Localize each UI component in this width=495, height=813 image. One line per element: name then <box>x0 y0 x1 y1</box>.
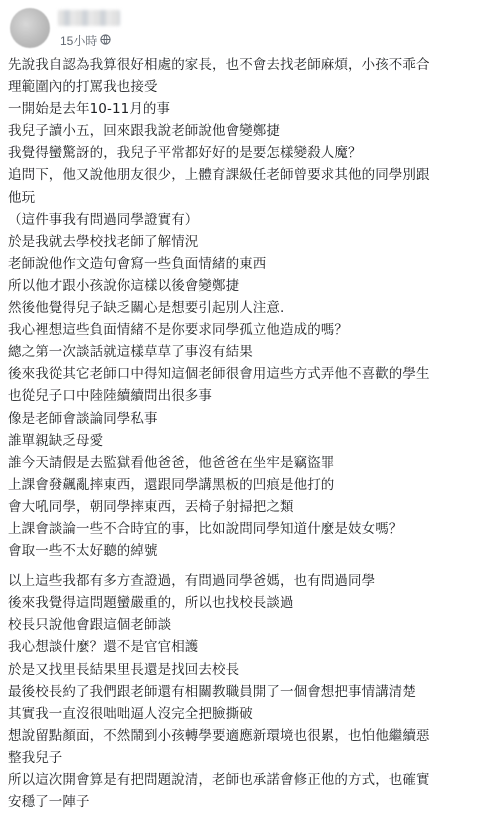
post-text-line: 先說我自認為我算很好相處的家長，也不會去找老師麻煩，小孩不乖合 <box>8 57 430 73</box>
post-text-line: 誰今天請假是去監獄看他爸爸，他爸爸在坐牢是竊盜罪 <box>8 454 335 471</box>
post-text-line: 最後校長約了我們跟老師還有相關教職員開了一個會想把事情講清楚 <box>8 683 416 700</box>
post-paragraph-1 <box>8 54 492 562</box>
post-text-line: 追問下，他又說他朋友很少，上體育課級任老師曾要求其他的同學別跟 <box>8 167 430 184</box>
post-text-line: 上課會發飆亂摔東西，還跟同學講黑板的凹痕是他打的 <box>8 476 335 493</box>
post-text-line: 所以這次開會算是有把問題說清，老師也承諾會修正他的方式，也確實 <box>8 772 430 788</box>
post-text-line: 安穩了一陣子 <box>8 794 90 811</box>
post-text-line: 上課會談論一些不合時宜的事，比如說問同學知道什麼是妓女嗎？ <box>8 520 403 537</box>
post-text-line: 他玩 <box>8 189 36 206</box>
post-text-line: 像是老師會談論同學私事 <box>8 410 158 427</box>
post-text-line: 我心裡想這些負面情緒不是你要求同學孤立他造成的嗎？ <box>8 322 348 339</box>
post-text-line: 後來我覺得這問題蠻嚴重的，所以也找校長談過 <box>8 595 294 612</box>
post-text-line: 理範圍內的打罵我也接受 <box>8 79 158 96</box>
post-text-line: 會取一些不太好聽的綽號 <box>8 543 158 560</box>
post-text-line: 於是我就去學校找老師了解情況 <box>8 233 199 250</box>
post-text-line: 我兒子讀小五，回來跟我說老師說他會變鄭捷 <box>8 123 280 140</box>
post-timestamp[interactable] <box>60 32 111 49</box>
post-text-line: （這件事我有問過同學證實有） <box>8 211 199 228</box>
post-text-line: 整我兒子 <box>8 749 63 766</box>
post-text-line: 一開始是去年10-11月的事 <box>8 101 171 118</box>
post-text-line: 校長只說他會跟這個老師談 <box>8 617 172 634</box>
post-text-line: 後來我從其它老師口中得知這個老師很會用這些方式弄他不喜歡的學生 <box>8 366 430 383</box>
post-text-line: 於是又找里長結果里長還是找回去校長 <box>8 661 240 678</box>
post-text-line: 總之第一次談話就這樣草草了事沒有結果 <box>8 344 253 361</box>
post-paragraph-2 <box>8 570 492 813</box>
post-header <box>0 0 495 58</box>
post-text-line: 我心想談什麼？還不是官官相護 <box>8 639 199 656</box>
post-text-line: 然後他覺得兒子缺乏關心是想要引起別人注意. <box>8 300 285 317</box>
timestamp-text[interactable]: 15小時 <box>60 34 98 48</box>
post-text-line: 其實我一直沒很咄咄逼人沒完全把臉撕破 <box>8 705 253 722</box>
post-text-line: 老師說他作文造句會寫一些負面情緒的東西 <box>8 255 267 272</box>
avatar[interactable] <box>10 8 50 48</box>
author-name-blurred[interactable] <box>58 10 120 26</box>
post-text-line: 誰單親缺乏母愛 <box>8 432 104 449</box>
post-body <box>8 54 492 813</box>
post-text-line: 以上這些我都有多方查證過，有問過同學爸媽，也有問過同學 <box>8 573 376 590</box>
post-text-line: 想說留點顏面，不然鬧到小孩轉學要適應新環境也很累，也怕他繼續惡 <box>8 727 430 744</box>
post-text-line: 所以他才跟小孩說你這樣以後會變鄭捷 <box>8 277 240 294</box>
post-text-line: 會大吼同學，朝同學摔東西，丟椅子射掃把之類 <box>8 498 294 515</box>
post-text-line: 也從兒子口中陸陸續續問出很多事 <box>8 388 212 405</box>
post-text-line: 我覺得蠻驚訝的，我兒子平常都好好的是要怎樣變殺人魔？ <box>8 145 362 162</box>
globe-icon <box>100 34 111 48</box>
paragraph-gap <box>8 562 492 570</box>
